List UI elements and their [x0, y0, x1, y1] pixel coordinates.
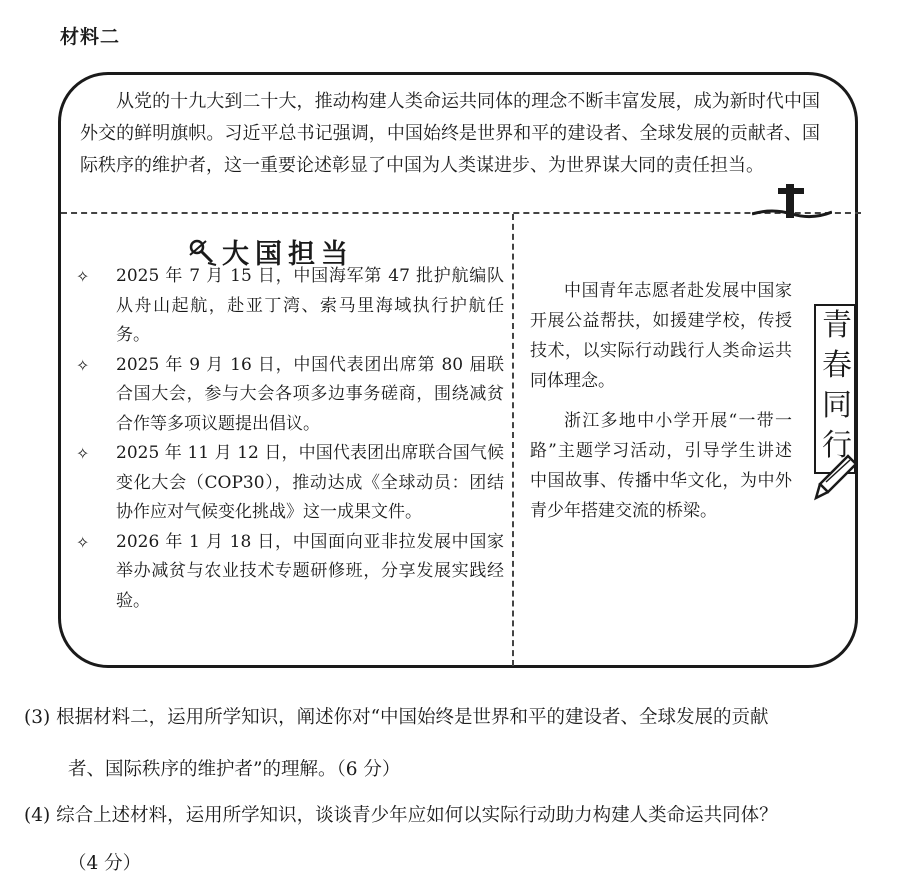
- section-title-youth: [818, 306, 856, 466]
- dashed-divider-vertical: [512, 214, 514, 666]
- question-line: (4) 综合上述材料，运用所学知识，谈谈青少年应如何以实际行动助力构建人类命运共同体？: [24, 805, 778, 826]
- title-char: 行: [822, 428, 852, 463]
- signpost-icon: [752, 178, 832, 222]
- intro-paragraph: 从党的十九大到二十大，推动构建人类命运共同体的理念不断丰富发展，成为新时代中国外交的鲜明旗帜。习近平总书记强调，中国始终是世界和平的建设者、全球发展的贡献者、国际秩序的维护者，这一重要论述彰显了中国为人类谋进步、为世界谋大同的责任担当。: [80, 91, 820, 176]
- material-label: 材料二: [60, 26, 121, 48]
- event-text: 2025 年 11 月 12 日，中国代表团出席联合国气候变化大会（COP30），推动达成《全球动员：团结协作应对气候变化挑战》这一成果文件。: [116, 443, 504, 522]
- question-3: [24, 703, 904, 785]
- list-item: [74, 262, 504, 351]
- dashed-divider-horizontal: [61, 212, 861, 214]
- title-char: 同: [822, 388, 852, 423]
- youth-paragraph: 中国青年志愿者赴发展中国家开展公益帮扶，如援建学校，传授技术，以实际行动践行人类命运共同体理念。: [530, 281, 792, 391]
- sparkle-icon: ✧: [76, 355, 90, 375]
- title-char: 青: [822, 308, 852, 343]
- event-text: 2025 年 9 月 16 日，中国代表团出席第 80 届联合国大会，参与大会各项多边事务磋商，围绕减贫合作等多项议题提出倡议。: [116, 354, 504, 434]
- youth-section: [530, 276, 792, 536]
- youth-paragraph: 浙江多地中小学开展“一带一路”主题学习活动，引导学生讲述中国故事、传播中华文化，为中外青少年搭建交流的桥梁。: [530, 411, 792, 521]
- list-item: [74, 528, 504, 617]
- question-line: (3) 根据材料二，运用所学知识，阐述你对“中国始终是世界和平的建设者、全球发展的贡献: [24, 707, 769, 728]
- list-item: [74, 439, 504, 528]
- sparkle-icon: ✧: [76, 444, 90, 463]
- sparkle-icon: ✧: [76, 267, 90, 286]
- list-item: [74, 351, 504, 440]
- event-list: [74, 262, 504, 616]
- section-title-text: 大国担当: [222, 239, 354, 270]
- event-text: 2026 年 1 月 18 日，中国面向亚非拉发展中国家举办减贫与农业技术专题研修班，分享发展实践经验。: [116, 531, 504, 611]
- title-char: 春: [822, 348, 852, 383]
- sparkle-icon: ✧: [76, 532, 90, 552]
- question-line: （4 分）: [68, 853, 142, 874]
- question-4: [24, 801, 904, 879]
- event-text: 2025 年 7 月 15 日，中国海军第 47 批护航编队从舟山起航，赴亚丁湾、索马里海域执行护航任务。: [116, 266, 504, 345]
- pencil-icon: [814, 452, 860, 502]
- question-line: 者、国际秩序的维护者”的理解。（6 分）: [68, 759, 401, 780]
